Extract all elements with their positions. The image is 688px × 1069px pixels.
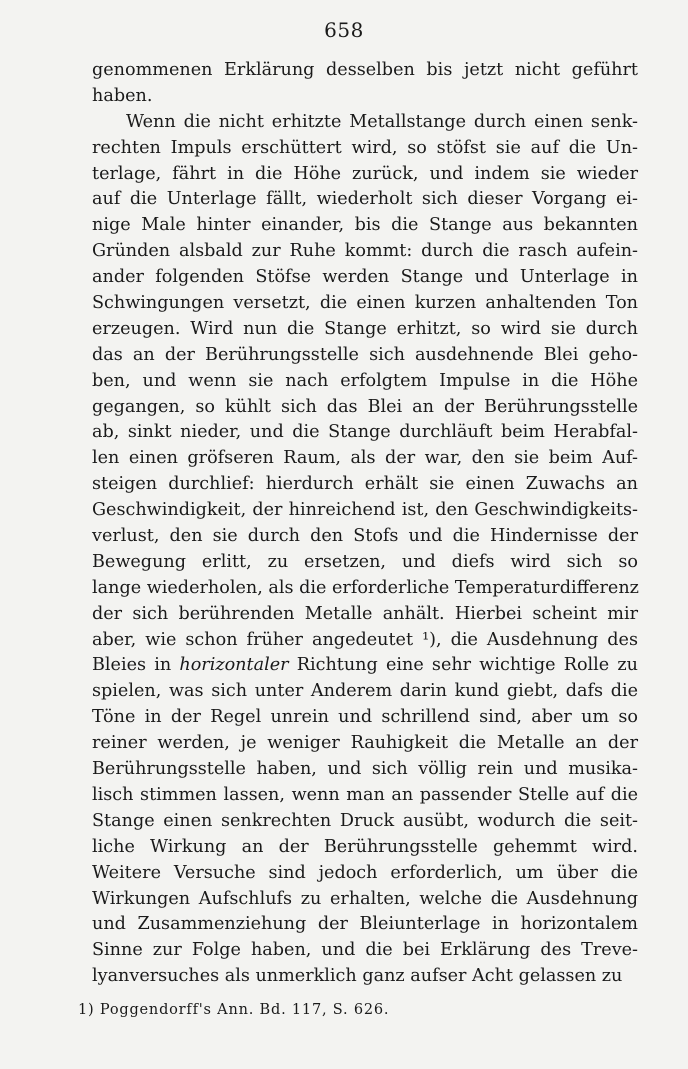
body-text: [92, 58, 638, 990]
text-line: Wenn die nicht erhitzte Metallstange durch einen senk-: [126, 111, 638, 132]
text-line: len einen gröfseren Raum, als der war, den sie beim Auf-: [92, 448, 638, 469]
text-line: und Zusammenziehung der Bleiunterlage in horizontalem: [92, 914, 638, 935]
text-line: Bewegung erlitt, zu ersetzen, und diefs wird sich so: [92, 551, 638, 572]
text-line: Gründen alsbald zur Ruhe kommt: durch die rasch aufein-: [92, 241, 638, 262]
text-line: reiner werden, je weniger Rauhigkeit die Metalle an der: [92, 733, 638, 754]
text-line: Bleies in horizontaler Richtung eine sehr wichtige Rolle zu: [92, 655, 638, 676]
text-line: ben, und wenn sie nach erfolgtem Impulse in die Höhe: [92, 370, 638, 391]
text-line: Geschwindigkeit, der hinreichend ist, den Geschwindigkeits-: [92, 500, 638, 521]
text-line: steigen durchlief: hierdurch erhält sie einen Zuwachs an: [92, 474, 638, 495]
text-line: Schwingungen versetzt, die einen kurzen anhaltenden Ton: [92, 293, 638, 314]
text-line: Stange einen senkrechten Druck ausübt, wodurch die seit-: [92, 810, 638, 831]
text-line: genommenen Erklärung desselben bis jetzt nicht geführt: [92, 60, 638, 80]
text-line: lange wiederholen, als die erforderliche Temperaturdifferenz: [92, 577, 639, 598]
text-line: gegangen, so kühlt sich das Blei an der Berührungsstelle: [92, 396, 638, 417]
text-line: spielen, was sich unter Anderem darin kund giebt, dafs die: [92, 681, 638, 702]
text-line: rechten Impuls erschüttert wird, so stöfst sie auf die Un-: [92, 137, 638, 158]
footnote: 1) Poggendorff's Ann. Bd. 117, S. 626.: [78, 1002, 390, 1018]
text-line: haben.: [92, 85, 153, 106]
page-number: 658: [324, 18, 364, 42]
text-line: Wirkungen Aufschlufs zu erhalten, welche die Ausdehnung: [92, 888, 638, 909]
text-line: der sich berührenden Metalle anhält. Hierbei scheint mir: [92, 603, 638, 624]
text-line: Töne in der Regel unrein und schrillend sind, aber um so: [92, 707, 638, 728]
text-line: das an der Berührungsstelle sich ausdehnende Blei geho-: [92, 344, 638, 365]
text-line: terlage, fährt in die Höhe zurück, und indem sie wieder: [92, 163, 638, 184]
text-line: verlust, den sie durch den Stofs und die Hindernisse der: [92, 526, 638, 547]
text-line: erzeugen. Wird nun die Stange erhitzt, so wird sie durch: [92, 318, 638, 339]
text-line: aber, wie schon früher angedeutet ¹), die Ausdehnung des: [92, 629, 638, 650]
text-line: lisch stimmen lassen, wenn man an passender Stelle auf die: [92, 784, 638, 805]
text-line: nige Male hinter einander, bis die Stange aus bekannten: [92, 215, 638, 236]
text-line: Sinne zur Folge haben, und die bei Erklärung des Treve-: [92, 940, 638, 961]
text-line: Weitere Versuche sind jedoch erforderlich, um über die: [92, 862, 638, 883]
text-line: auf die Unterlage fällt, wiederholt sich dieser Vorgang ei-: [92, 189, 638, 210]
text-line: Berührungsstelle haben, und sich völlig rein und musika-: [92, 759, 638, 780]
text-line: ab, sinkt nieder, und die Stange durchläuft beim Herabfal-: [92, 422, 638, 443]
text-line: liche Wirkung an der Berührungsstelle gehemmt wird.: [92, 836, 638, 857]
text-line: lyanversuches als unmerklich ganz aufser Acht gelassen zu: [92, 966, 623, 987]
text-line: ander folgenden Stöfse werden Stange und Unterlage in: [92, 267, 638, 288]
